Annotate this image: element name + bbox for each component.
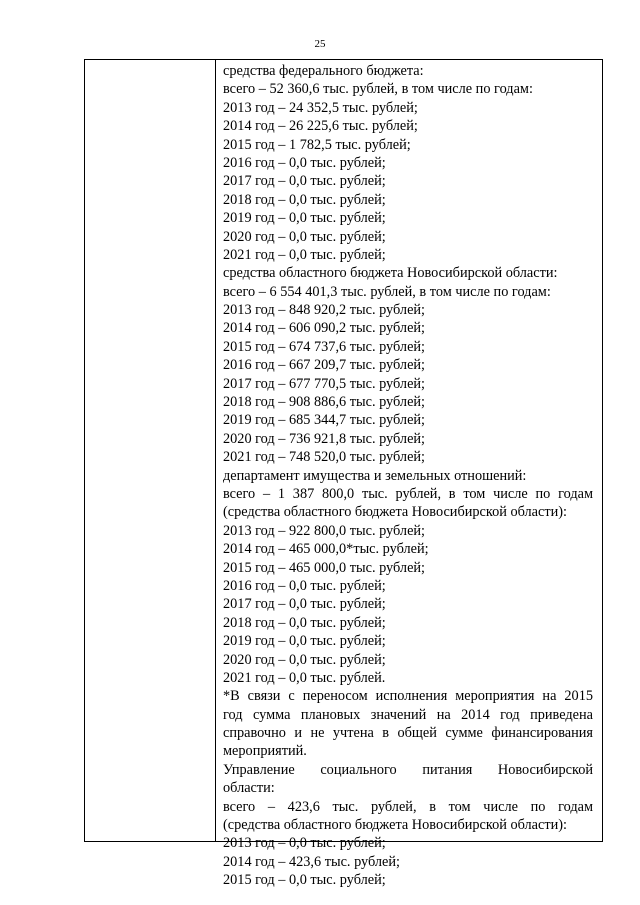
text-line: 2020 год – 736 921,8 тыс. рублей; <box>223 430 426 447</box>
table-left-cell <box>85 60 216 841</box>
text-line: 2018 год – 0,0 тыс. рублей; <box>223 191 386 208</box>
text-line: 2021 год – 0,0 тыс. рублей; <box>223 246 386 263</box>
text-line: (средства областного бюджета Новосибирской области): <box>223 817 567 834</box>
text-line: 2014 год – 423,6 тыс. рублей; <box>223 853 401 870</box>
text-line: 2015 год – 674 737,6 тыс. рублей; <box>223 338 426 355</box>
text-line: 2015 год – 1 782,5 тыс. рублей; <box>223 136 411 153</box>
text-line: 2014 год – 465 000,0*тыс. рублей; <box>223 541 429 558</box>
text-line: средства областного бюджета Новосибирской области: <box>223 265 558 282</box>
text-line: мероприятий. <box>223 743 307 760</box>
text-line: 2019 год – 0,0 тыс. рублей; <box>223 210 386 227</box>
text-line: 2018 год – 908 886,6 тыс. рублей; <box>223 394 426 411</box>
financing-text-cell <box>223 62 593 890</box>
text-line: 2016 год – 0,0 тыс. рублей; <box>223 577 386 594</box>
text-line: 2016 год – 667 209,7 тыс. рублей; <box>223 357 426 374</box>
financing-table <box>84 59 603 889</box>
text-line: 2019 год – 685 344,7 тыс. рублей; <box>223 412 426 429</box>
text-line: 2019 год – 0,0 тыс. рублей; <box>223 633 386 650</box>
text-line: 2017 год – 0,0 тыс. рублей; <box>223 173 386 190</box>
text-line: 2020 год – 0,0 тыс. рублей; <box>223 228 386 245</box>
text-line: всего – 52 360,6 тыс. рублей, в том числе по годам: <box>223 81 533 98</box>
text-line: 2018 год – 0,0 тыс. рублей; <box>223 614 386 631</box>
text-line: 2021 год – 748 520,0 тыс. рублей; <box>223 449 426 466</box>
text-line: 2015 год – 0,0 тыс. рублей; <box>223 872 386 889</box>
text-line: 2013 год – 24 352,5 тыс. рублей; <box>223 99 418 116</box>
text-line: средства федерального бюджета: <box>223 63 424 79</box>
text-line: 2013 год – 848 920,2 тыс. рублей; <box>223 302 426 319</box>
text-line: 2014 год – 606 090,2 тыс. рублей; <box>223 320 426 337</box>
text-line: 2017 год – 677 770,5 тыс. рублей; <box>223 375 426 392</box>
text-line: (средства областного бюджета Новосибирской области): <box>223 504 567 521</box>
text-line: справочно и не учтена в общей сумме финансирования <box>223 725 593 742</box>
text-line: 2015 год – 465 000,0 тыс. рублей; <box>223 559 426 576</box>
page-number: 25 <box>314 38 326 50</box>
text-line: всего – 423,6 тыс. рублей, в том числе по годам <box>223 798 593 815</box>
text-line: 2021 год – 0,0 тыс. рублей. <box>223 669 386 686</box>
text-line: области: <box>223 780 275 797</box>
text-line: департамент имущества и земельных отношений: <box>223 467 527 484</box>
text-line: всего – 1 387 800,0 тыс. рублей, в том числе по годам <box>223 485 593 502</box>
text-line: всего – 6 554 401,3 тыс. рублей, в том числе по годам: <box>223 283 551 300</box>
text-line: 2017 год – 0,0 тыс. рублей; <box>223 596 386 613</box>
text-line: 2016 год – 0,0 тыс. рублей; <box>223 154 386 171</box>
text-line: 2013 год – 0,0 тыс. рублей; <box>223 835 386 852</box>
text-line: Управление социального питания Новосибирской <box>223 761 593 778</box>
text-line: 2013 год – 922 800,0 тыс. рублей; <box>223 522 426 539</box>
text-line: *В связи с переносом исполнения мероприятия на 2015 <box>223 688 593 705</box>
text-line: 2014 год – 26 225,6 тыс. рублей; <box>223 118 418 135</box>
text-line: год сумма плановых значений на 2014 год приведена <box>223 706 593 723</box>
text-line: 2020 год – 0,0 тыс. рублей; <box>223 651 386 668</box>
